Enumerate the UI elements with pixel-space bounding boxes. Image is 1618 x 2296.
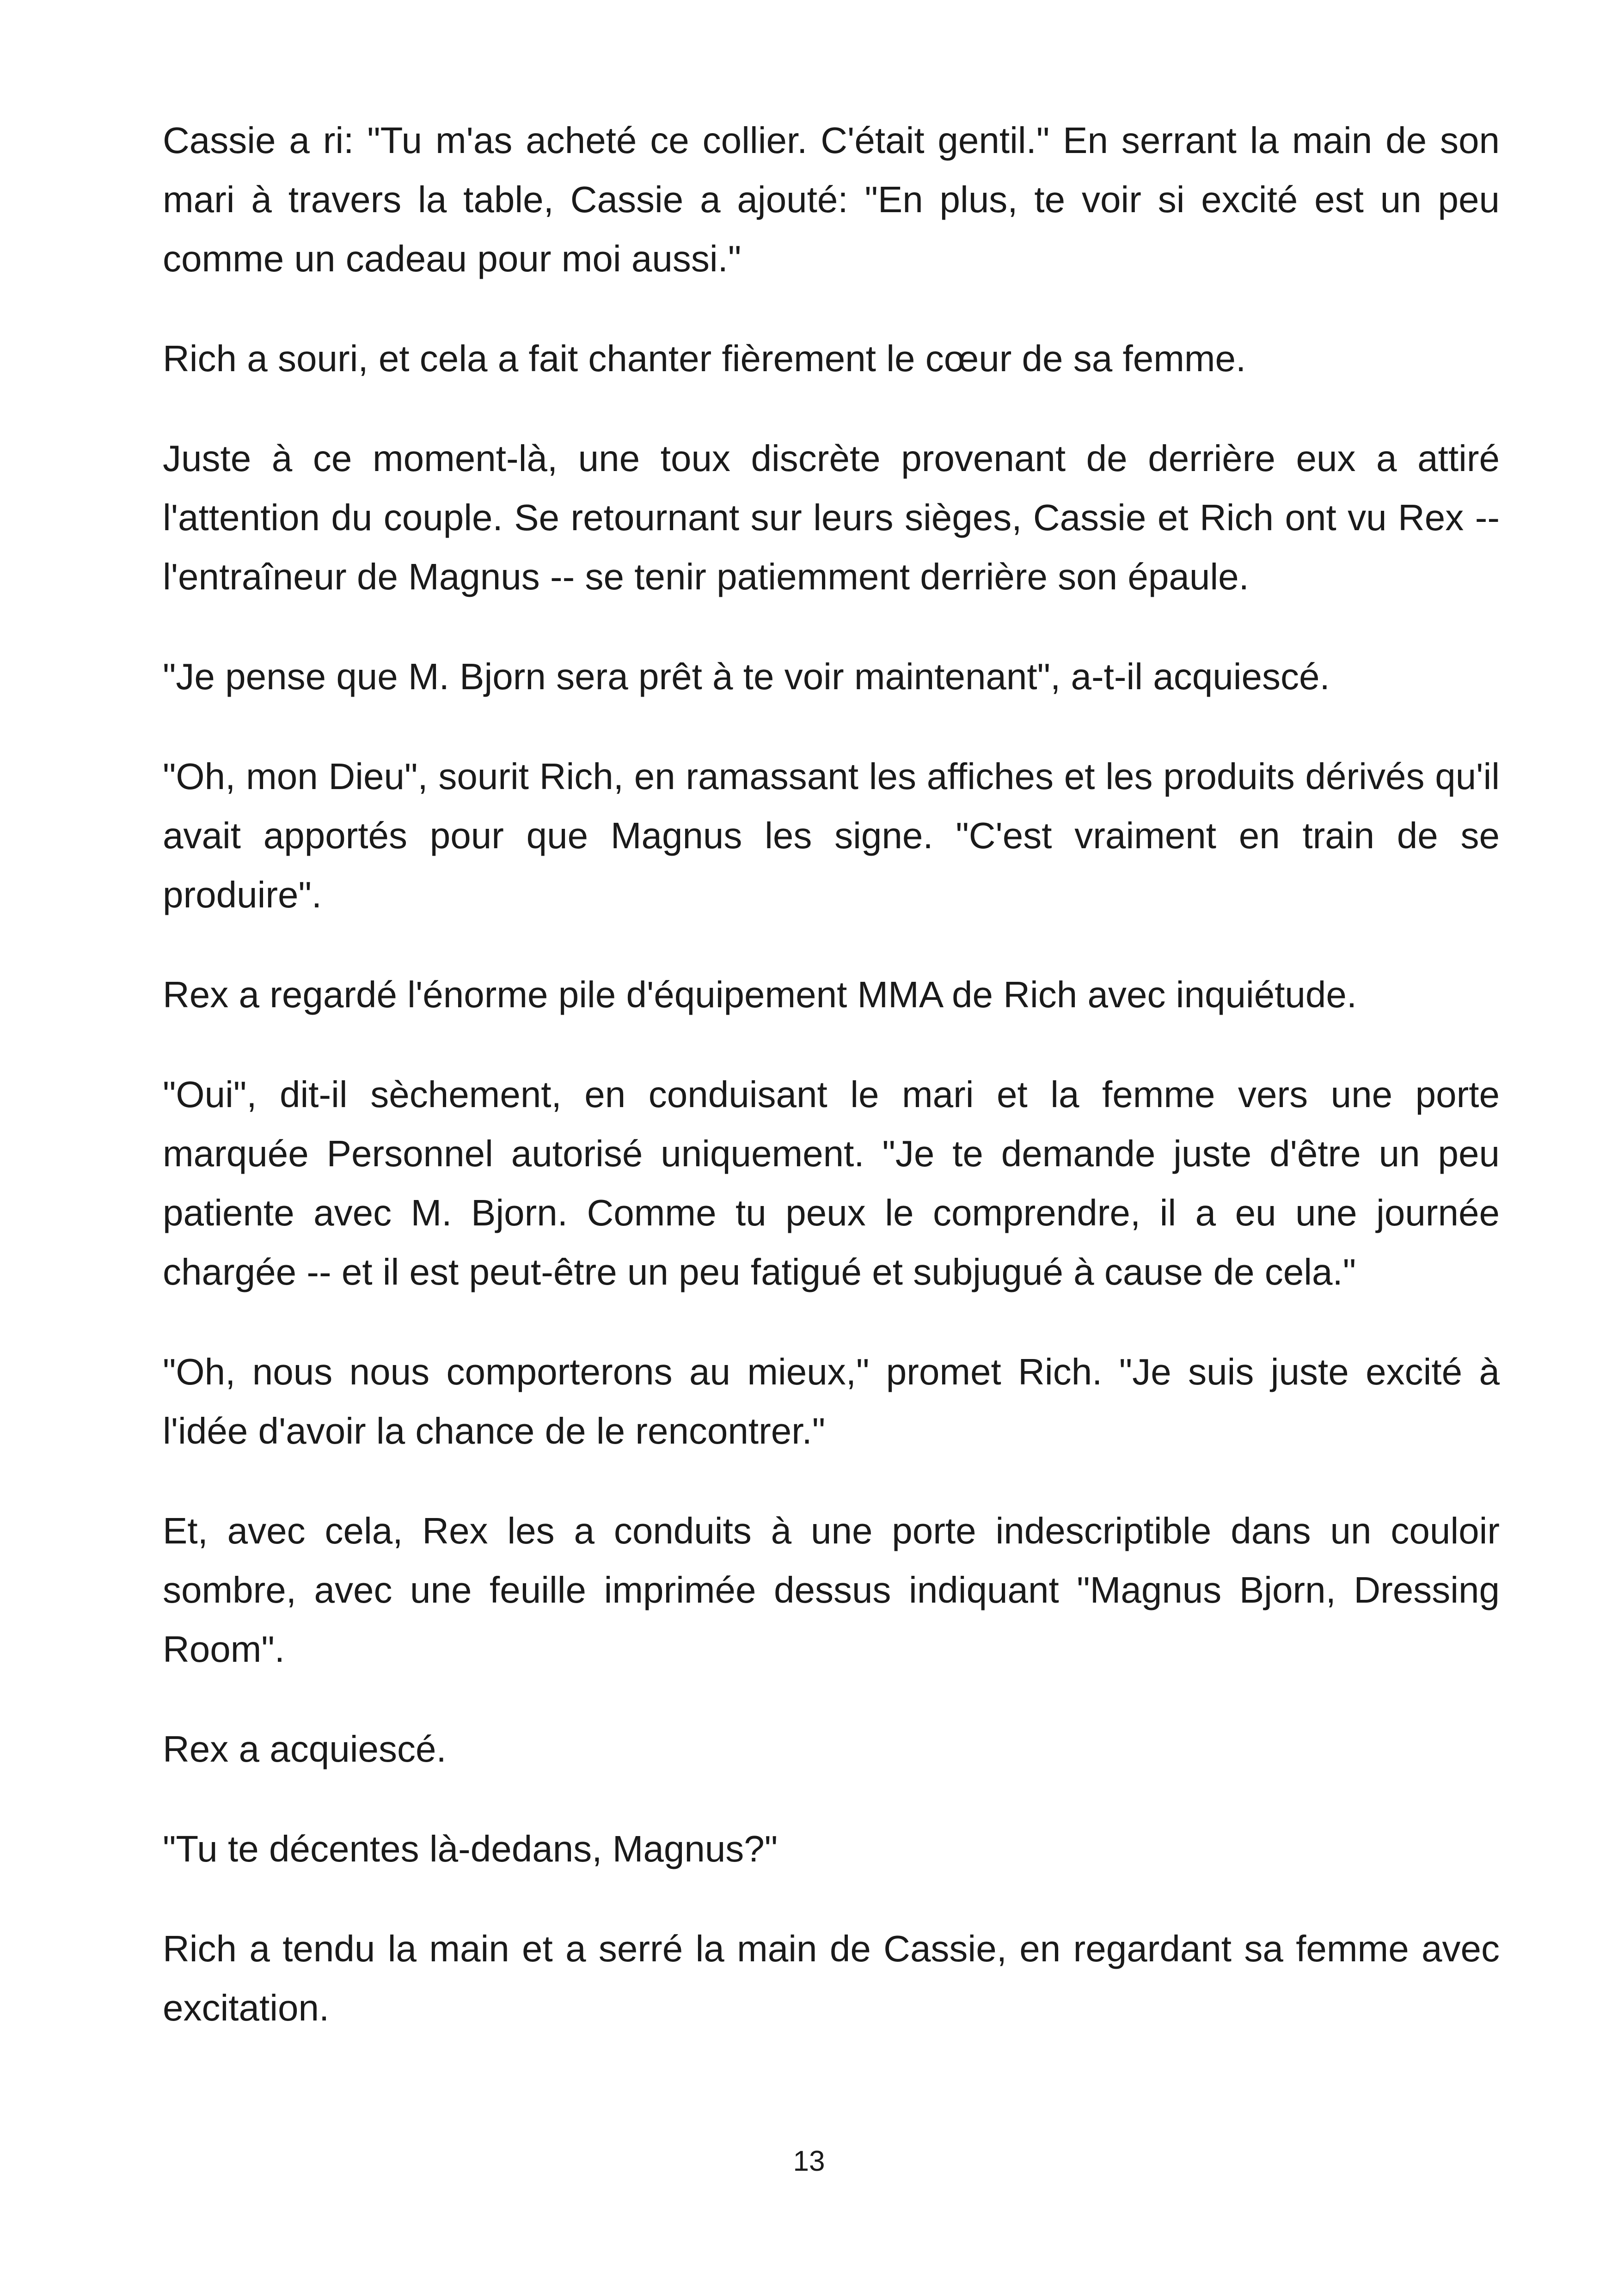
paragraph-3: Juste à ce moment-là, une toux discrète provenant de derrière eux a attiré l'attention du couple. Se retournant sur leurs sièges, Cassie et Rich ont vu Rex -- l'entraîneur de Magnus -- se tenir patiemment derrière son épaule. bbox=[163, 438, 1500, 597]
body-text bbox=[163, 111, 1500, 2078]
paragraph-12: Rich a tendu la main et a serré la main de Cassie, en regardant sa femme avec excitation. bbox=[163, 1928, 1500, 2028]
paragraph-10: Rex a acquiescé. bbox=[163, 1728, 447, 1769]
paragraph-8: "Oh, nous nous comporterons au mieux," promet Rich. "Je suis juste excité à l'idée d'avoir la chance de le rencontrer." bbox=[163, 1351, 1500, 1451]
paragraph-7: "Oui", dit-il sèchement, en conduisant le mari et la femme vers une porte marquée Personnel autorisé uniquement. "Je te demande juste d'être un peu patiente avec M. Bjorn. Comme tu peux le comprendre, il a eu une journée chargée -- et il est peut-être un peu fatigué et subjugué à cause de cela." bbox=[163, 1074, 1500, 1292]
paragraph-2: Rich a souri, et cela a fait chanter fièrement le cœur de sa femme. bbox=[163, 338, 1246, 379]
paragraph-11: "Tu te décentes là-dedans, Magnus?" bbox=[163, 1828, 778, 1869]
page-number: 13 bbox=[793, 2145, 825, 2177]
paragraph-1: Cassie a ri: "Tu m'as acheté ce collier. C'était gentil." En serrant la main de son mari à travers la table, Cassie a ajouté: "En plus, te voir si excité est un peu comme un cadeau pour moi aussi." bbox=[163, 120, 1500, 279]
paragraph-9: Et, avec cela, Rex les a conduits à une porte indescriptible dans un couloir sombre, avec une feuille imprimée dessus indiquant "Magnus Bjorn, Dressing Room". bbox=[163, 1510, 1500, 1670]
paragraph-6: Rex a regardé l'énorme pile d'équipement MMA de Rich avec inquiétude. bbox=[163, 974, 1357, 1015]
paragraph-5: "Oh, mon Dieu", sourit Rich, en ramassant les affiches et les produits dérivés qu'il avait apportés pour que Magnus les signe. "C'est vraiment en train de se produire". bbox=[163, 756, 1500, 915]
paragraph-4: "Je pense que M. Bjorn sera prêt à te voir maintenant", a-t-il acquiescé. bbox=[163, 656, 1330, 697]
